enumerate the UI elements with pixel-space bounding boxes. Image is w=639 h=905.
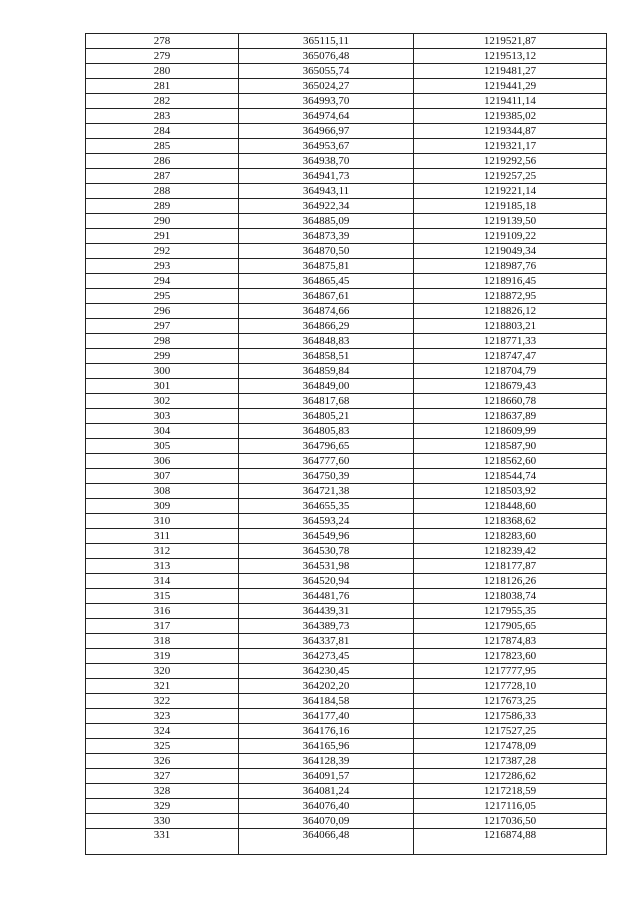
y-coordinate-cell: 1217478,09 [414,739,607,754]
y-coordinate-cell: 1219257,25 [414,169,607,184]
y-coordinate-cell: 1219344,87 [414,124,607,139]
x-coordinate-cell: 365024,27 [239,79,414,94]
table-row [86,679,607,694]
point-number-cell: 279 [86,49,239,64]
point-number-cell: 320 [86,664,239,679]
table-row [86,304,607,319]
x-coordinate-cell: 364966,97 [239,124,414,139]
x-coordinate-cell: 364858,51 [239,349,414,364]
point-number-cell: 313 [86,559,239,574]
table-row [86,184,607,199]
table-row [86,79,607,94]
x-coordinate-cell: 364805,21 [239,409,414,424]
table-row [86,694,607,709]
x-coordinate-cell: 364974,64 [239,109,414,124]
y-coordinate-cell: 1219441,29 [414,79,607,94]
y-coordinate-cell: 1219292,56 [414,154,607,169]
table-row [86,274,607,289]
x-coordinate-cell: 364953,67 [239,139,414,154]
point-number-cell: 310 [86,514,239,529]
table-row [86,514,607,529]
x-coordinate-cell: 364165,96 [239,739,414,754]
y-coordinate-cell: 1219385,02 [414,109,607,124]
x-coordinate-cell: 364870,50 [239,244,414,259]
point-number-cell: 300 [86,364,239,379]
y-coordinate-cell: 1217874,83 [414,634,607,649]
y-coordinate-cell: 1218987,76 [414,259,607,274]
x-coordinate-cell: 364520,94 [239,574,414,589]
x-coordinate-cell: 364873,39 [239,229,414,244]
y-coordinate-cell: 1218587,90 [414,439,607,454]
x-coordinate-cell: 364849,00 [239,379,414,394]
x-coordinate-cell: 364805,83 [239,424,414,439]
y-coordinate-cell: 1217955,35 [414,604,607,619]
point-number-cell: 308 [86,484,239,499]
table-row [86,784,607,799]
x-coordinate-cell: 365055,74 [239,64,414,79]
point-number-cell: 302 [86,394,239,409]
table-row [86,469,607,484]
x-coordinate-cell: 364866,29 [239,319,414,334]
x-coordinate-cell: 364941,73 [239,169,414,184]
y-coordinate-cell: 1216874,88 [414,829,607,855]
point-number-cell: 328 [86,784,239,799]
x-coordinate-cell: 364993,70 [239,94,414,109]
y-coordinate-cell: 1217673,25 [414,694,607,709]
y-coordinate-cell: 1217036,50 [414,814,607,829]
y-coordinate-cell: 1218803,21 [414,319,607,334]
point-number-cell: 311 [86,529,239,544]
x-coordinate-cell: 364796,65 [239,439,414,454]
x-coordinate-cell: 364070,09 [239,814,414,829]
table-row [86,349,607,364]
table-row [86,364,607,379]
y-coordinate-cell: 1218609,99 [414,424,607,439]
y-coordinate-cell: 1217905,65 [414,619,607,634]
table-row [86,724,607,739]
table-row [86,289,607,304]
table-row [86,319,607,334]
point-number-cell: 307 [86,469,239,484]
point-number-cell: 331 [86,829,239,855]
y-coordinate-cell: 1218038,74 [414,589,607,604]
x-coordinate-cell: 364202,20 [239,679,414,694]
x-coordinate-cell: 364655,35 [239,499,414,514]
table-row [86,604,607,619]
y-coordinate-cell: 1219221,14 [414,184,607,199]
y-coordinate-cell: 1218448,60 [414,499,607,514]
point-number-cell: 289 [86,199,239,214]
table-row [86,424,607,439]
y-coordinate-cell: 1218826,12 [414,304,607,319]
y-coordinate-cell: 1218544,74 [414,469,607,484]
table-row [86,379,607,394]
point-number-cell: 309 [86,499,239,514]
y-coordinate-cell: 1219049,34 [414,244,607,259]
point-number-cell: 278 [86,34,239,49]
point-number-cell: 323 [86,709,239,724]
point-number-cell: 280 [86,64,239,79]
y-coordinate-cell: 1217586,33 [414,709,607,724]
table-row [86,214,607,229]
x-coordinate-cell: 364943,11 [239,184,414,199]
table-row [86,334,607,349]
point-number-cell: 303 [86,409,239,424]
point-number-cell: 297 [86,319,239,334]
x-coordinate-cell: 365115,11 [239,34,414,49]
x-coordinate-cell: 364922,34 [239,199,414,214]
point-number-cell: 327 [86,769,239,784]
table-row [86,394,607,409]
y-coordinate-cell: 1218562,60 [414,454,607,469]
y-coordinate-cell: 1219109,22 [414,229,607,244]
table-row [86,529,607,544]
y-coordinate-cell: 1218771,33 [414,334,607,349]
point-number-cell: 306 [86,454,239,469]
table-row [86,244,607,259]
table-row [86,34,607,49]
table-row [86,169,607,184]
table-row [86,499,607,514]
x-coordinate-cell: 364076,40 [239,799,414,814]
table-row [86,649,607,664]
table-row [86,814,607,829]
point-number-cell: 330 [86,814,239,829]
y-coordinate-cell: 1218637,89 [414,409,607,424]
point-number-cell: 315 [86,589,239,604]
y-coordinate-cell: 1219513,12 [414,49,607,64]
y-coordinate-cell: 1218747,47 [414,349,607,364]
x-coordinate-cell: 364177,40 [239,709,414,724]
y-coordinate-cell: 1219521,87 [414,34,607,49]
point-number-cell: 287 [86,169,239,184]
y-coordinate-cell: 1219185,18 [414,199,607,214]
x-coordinate-cell: 364531,98 [239,559,414,574]
point-number-cell: 286 [86,154,239,169]
x-coordinate-cell: 365076,48 [239,49,414,64]
y-coordinate-cell: 1218283,60 [414,529,607,544]
point-number-cell: 316 [86,604,239,619]
table-row [86,259,607,274]
y-coordinate-cell: 1217387,28 [414,754,607,769]
x-coordinate-cell: 364865,45 [239,274,414,289]
y-coordinate-cell: 1218916,45 [414,274,607,289]
table-row [86,829,607,855]
x-coordinate-cell: 364184,58 [239,694,414,709]
point-number-cell: 317 [86,619,239,634]
table-row [86,664,607,679]
y-coordinate-cell: 1218679,43 [414,379,607,394]
table-row [86,454,607,469]
point-number-cell: 322 [86,694,239,709]
x-coordinate-cell: 364273,45 [239,649,414,664]
y-coordinate-cell: 1217218,59 [414,784,607,799]
y-coordinate-cell: 1217116,05 [414,799,607,814]
point-number-cell: 288 [86,184,239,199]
y-coordinate-cell: 1218872,95 [414,289,607,304]
point-number-cell: 318 [86,634,239,649]
x-coordinate-cell: 364337,81 [239,634,414,649]
table-row [86,109,607,124]
x-coordinate-cell: 364176,16 [239,724,414,739]
x-coordinate-cell: 364066,48 [239,829,414,855]
x-coordinate-cell: 364081,24 [239,784,414,799]
y-coordinate-cell: 1219481,27 [414,64,607,79]
x-coordinate-cell: 364593,24 [239,514,414,529]
table-row [86,229,607,244]
y-coordinate-cell: 1218660,78 [414,394,607,409]
x-coordinate-cell: 364481,76 [239,589,414,604]
point-number-cell: 321 [86,679,239,694]
table-row [86,559,607,574]
point-number-cell: 305 [86,439,239,454]
table-row [86,634,607,649]
table-row [86,574,607,589]
point-number-cell: 324 [86,724,239,739]
x-coordinate-cell: 364230,45 [239,664,414,679]
x-coordinate-cell: 364439,31 [239,604,414,619]
point-number-cell: 283 [86,109,239,124]
point-number-cell: 293 [86,259,239,274]
point-number-cell: 281 [86,79,239,94]
y-coordinate-cell: 1217777,95 [414,664,607,679]
x-coordinate-cell: 364750,39 [239,469,414,484]
y-coordinate-cell: 1217823,60 [414,649,607,664]
point-number-cell: 290 [86,214,239,229]
point-number-cell: 291 [86,229,239,244]
x-coordinate-cell: 364091,57 [239,769,414,784]
x-coordinate-cell: 364938,70 [239,154,414,169]
point-number-cell: 285 [86,139,239,154]
point-number-cell: 312 [86,544,239,559]
x-coordinate-cell: 364874,66 [239,304,414,319]
y-coordinate-cell: 1218368,62 [414,514,607,529]
y-coordinate-cell: 1218239,42 [414,544,607,559]
table-row [86,589,607,604]
coordinates-table [85,33,607,855]
table-row [86,709,607,724]
x-coordinate-cell: 364875,81 [239,259,414,274]
table-row [86,739,607,754]
point-number-cell: 314 [86,574,239,589]
x-coordinate-cell: 364777,60 [239,454,414,469]
table-row [86,64,607,79]
y-coordinate-cell: 1217527,25 [414,724,607,739]
table-row [86,484,607,499]
point-number-cell: 301 [86,379,239,394]
table-row [86,439,607,454]
x-coordinate-cell: 364817,68 [239,394,414,409]
point-number-cell: 329 [86,799,239,814]
y-coordinate-cell: 1218503,92 [414,484,607,499]
table-row [86,754,607,769]
y-coordinate-cell: 1219411,14 [414,94,607,109]
table-row [86,154,607,169]
x-coordinate-cell: 364530,78 [239,544,414,559]
point-number-cell: 299 [86,349,239,364]
table-row [86,769,607,784]
y-coordinate-cell: 1218704,79 [414,364,607,379]
table-row [86,199,607,214]
point-number-cell: 282 [86,94,239,109]
point-number-cell: 326 [86,754,239,769]
point-number-cell: 304 [86,424,239,439]
x-coordinate-cell: 364128,39 [239,754,414,769]
x-coordinate-cell: 364721,38 [239,484,414,499]
y-coordinate-cell: 1217286,62 [414,769,607,784]
table-row [86,94,607,109]
point-number-cell: 319 [86,649,239,664]
x-coordinate-cell: 364885,09 [239,214,414,229]
table-row [86,619,607,634]
x-coordinate-cell: 364867,61 [239,289,414,304]
y-coordinate-cell: 1218177,87 [414,559,607,574]
point-number-cell: 296 [86,304,239,319]
table-row [86,139,607,154]
point-number-cell: 325 [86,739,239,754]
x-coordinate-cell: 364549,96 [239,529,414,544]
point-number-cell: 294 [86,274,239,289]
table-row [86,49,607,64]
x-coordinate-cell: 364389,73 [239,619,414,634]
table-row [86,124,607,139]
point-number-cell: 292 [86,244,239,259]
table-row [86,544,607,559]
x-coordinate-cell: 364859,84 [239,364,414,379]
point-number-cell: 295 [86,289,239,304]
y-coordinate-cell: 1218126,26 [414,574,607,589]
y-coordinate-cell: 1217728,10 [414,679,607,694]
y-coordinate-cell: 1219139,50 [414,214,607,229]
point-number-cell: 284 [86,124,239,139]
table-row [86,409,607,424]
x-coordinate-cell: 364848,83 [239,334,414,349]
y-coordinate-cell: 1219321,17 [414,139,607,154]
table-row [86,799,607,814]
point-number-cell: 298 [86,334,239,349]
coordinates-table-body [86,34,607,855]
